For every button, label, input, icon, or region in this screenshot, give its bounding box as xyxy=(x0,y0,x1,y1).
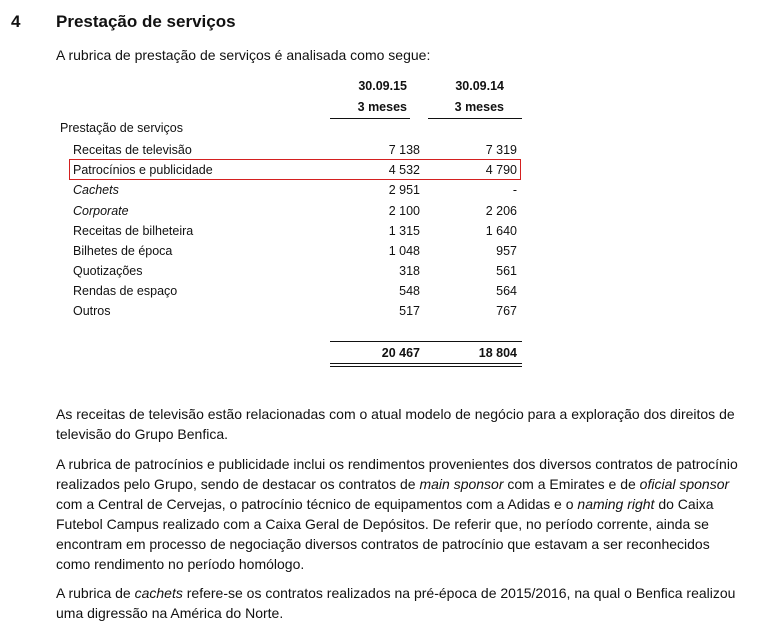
table-section-label: Prestação de serviços xyxy=(60,121,183,135)
total-top-rule xyxy=(330,341,522,342)
paragraph-text: refere-se os contratos realizados na pré-época de 2015/2016, na qual o Benfica realizou uma digressão na América do Norte. xyxy=(56,585,736,621)
paragraph-emphasis: naming right xyxy=(577,496,655,512)
paragraph-text: com a Central de Cervejas, o patrocínio técnico de equipamentos com a Adidas e o xyxy=(56,496,578,512)
paragraph-text: do Caixa Futebol Campus realizado com a Caixa Geral de Depósitos. De referir que, no período corrente, ainda se encontram em processo de negociação diversos contratos de patrocínio que estavam a ser reconhecidos como rendimento no período homólogo. xyxy=(56,496,714,572)
row-value-2014: 564 xyxy=(496,284,517,298)
paragraph-text: A rubrica de patrocínios e publicidade inclui os rendimentos provenientes dos diversos contratos de patrocínio realizados pelo Grupo, sendo de destacar os contratos de xyxy=(56,456,738,492)
highlight-box xyxy=(69,159,521,180)
section-heading xyxy=(0,12,757,36)
table-row xyxy=(0,242,757,262)
col2-period: 3 meses xyxy=(454,100,504,114)
table-row xyxy=(0,262,757,282)
table-row xyxy=(0,302,757,322)
table-row xyxy=(0,282,757,302)
section-title: Prestação de serviços xyxy=(56,12,236,31)
row-value-2015: 1 048 xyxy=(388,244,420,258)
row-value-2015: 318 xyxy=(399,264,420,278)
row-value-2014: - xyxy=(512,183,517,197)
row-value-2014: 767 xyxy=(496,304,517,318)
total-bottom-rule xyxy=(330,363,522,364)
section-number: 4 xyxy=(11,12,21,31)
row-value-2015: 4 532 xyxy=(388,163,420,177)
row-value-2015: 2 951 xyxy=(388,183,420,197)
col1-period: 3 meses xyxy=(357,100,407,114)
row-value-2015: 1 315 xyxy=(388,224,420,238)
paragraph-cachets xyxy=(56,583,746,623)
row-value-2014: 7 319 xyxy=(485,143,517,157)
row-value-2014: 1 640 xyxy=(485,224,517,238)
total-value-2015: 20 467 xyxy=(381,346,420,360)
row-value-2015: 548 xyxy=(399,284,420,298)
row-label: Outros xyxy=(73,304,111,318)
intro-text: A rubrica de prestação de serviços é analisada como segue: xyxy=(56,47,431,63)
total-value-2014: 18 804 xyxy=(478,346,517,360)
table-row xyxy=(0,181,757,201)
table-row xyxy=(0,202,757,222)
row-label: Corporate xyxy=(73,204,129,218)
total-bottom-rule-double xyxy=(330,366,522,367)
paragraph-emphasis: cachets xyxy=(134,585,183,601)
row-value-2015: 2 100 xyxy=(388,204,420,218)
row-value-2014: 561 xyxy=(496,264,517,278)
row-value-2014: 2 206 xyxy=(485,204,517,218)
row-label: Patrocínios e publicidade xyxy=(73,163,213,177)
row-label: Receitas de bilheteira xyxy=(73,224,194,238)
col2-date: 30.09.14 xyxy=(455,79,504,93)
row-label: Receitas de televisão xyxy=(73,143,192,157)
col2-header-rule xyxy=(428,118,522,119)
row-label: Cachets xyxy=(73,183,119,197)
paragraph-text: com a Emirates e de xyxy=(503,476,640,492)
table-row xyxy=(0,222,757,242)
row-value-2014: 957 xyxy=(496,244,517,258)
row-label: Rendas de espaço xyxy=(73,284,178,298)
paragraph-text: A rubrica de xyxy=(56,585,135,601)
paragraph-emphasis: oficial sponsor xyxy=(639,476,730,492)
row-value-2015: 517 xyxy=(399,304,420,318)
paragraph-sponsorship xyxy=(56,454,746,574)
row-label: Bilhetes de época xyxy=(73,244,173,258)
row-label: Quotizações xyxy=(73,264,143,278)
row-value-2014: 4 790 xyxy=(485,163,517,177)
col1-date: 30.09.15 xyxy=(358,79,407,93)
paragraph-emphasis: main sponsor xyxy=(419,476,504,492)
row-value-2015: 7 138 xyxy=(388,143,420,157)
col1-header-rule xyxy=(330,118,410,119)
paragraph-tv-revenue: As receitas de televisão estão relacionadas com o atual modelo de negócio para a exploração dos direitos de televisão do Grupo Benfica. xyxy=(56,406,735,442)
table-row xyxy=(0,141,757,161)
